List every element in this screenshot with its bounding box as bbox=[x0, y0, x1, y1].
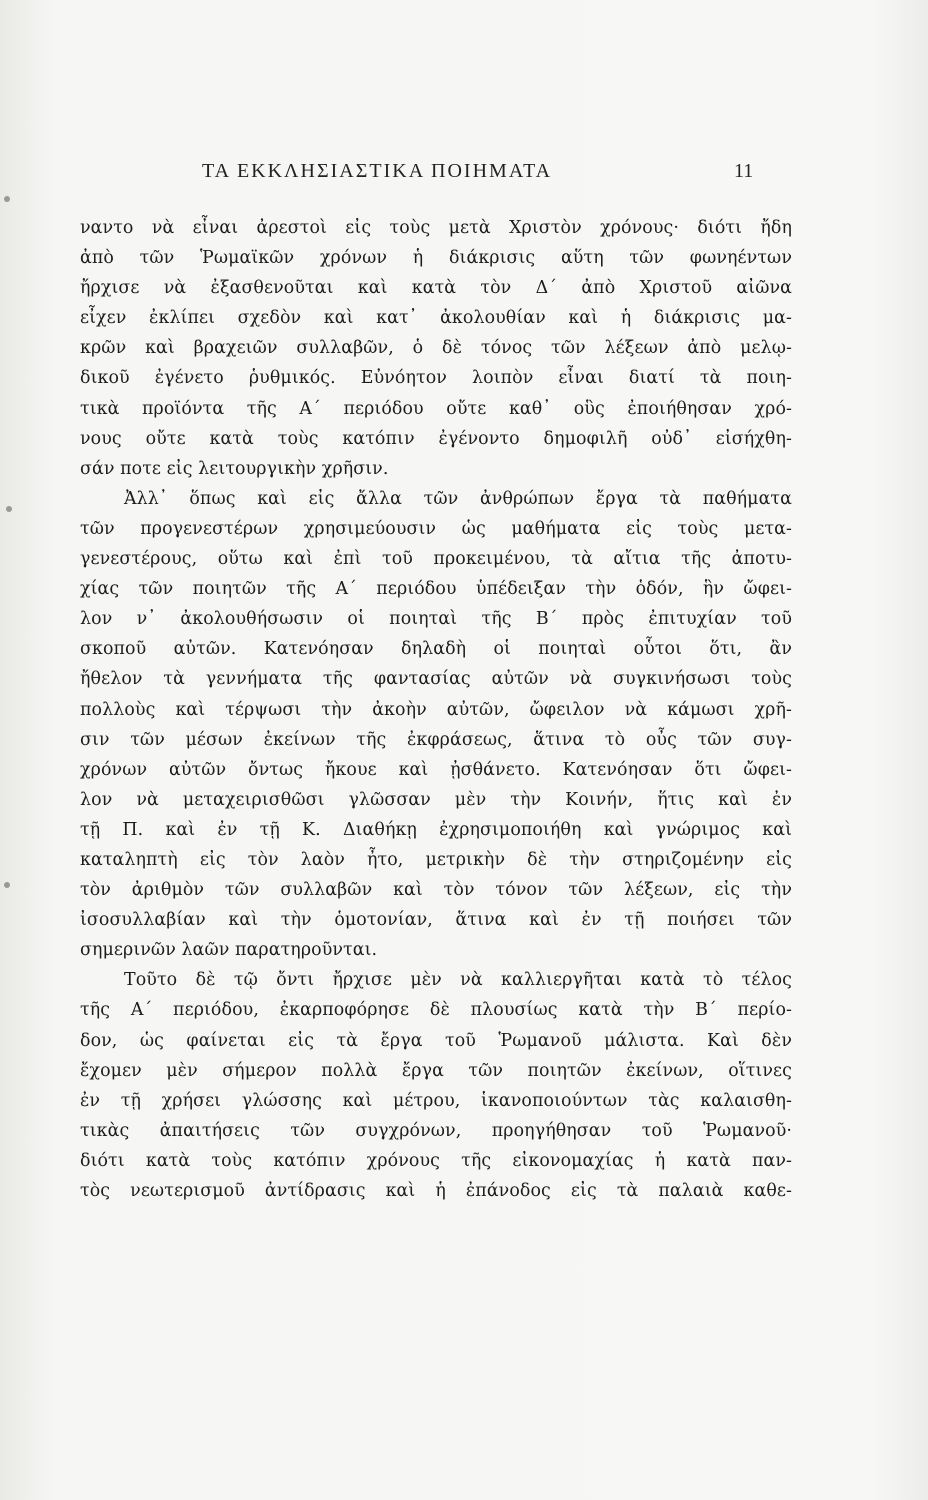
text-line: ναντο νὰ εἶναι ἀρεστοὶ εἰς τοὺς μετὰ Χριστὸν χρόνους· διότι ἤδη bbox=[80, 218, 792, 238]
text-line: ἀπὸ τῶν Ῥωμαϊκῶν χρόνων ἡ διάκρισις αὕτη τῶν φωνηέντων bbox=[80, 248, 792, 269]
text-line: πολλοὺς καὶ τέρψωσι τὴν ἀκοὴν αὐτῶν, ὤφειλον νὰ κάμωσι χρῆ- bbox=[80, 699, 792, 720]
paragraph-end-line: σάν ποτε εἰς λειτουργικὴν χρῆσιν. bbox=[80, 458, 389, 479]
text-line: τὸν ἀριθμὸν τῶν συλλαβῶν καὶ τὸν τόνον τῶν λέξεων, εἰς τὴν bbox=[80, 880, 792, 901]
page-header bbox=[80, 160, 780, 190]
text-line: δικοῦ ἐγένετο ῥυθμικός. Εὐνόητον λοιπὸν εἶναι διατί τὰ ποιη- bbox=[80, 368, 792, 389]
text-line: ἤθελον τὰ γεννήματα τῆς φαντασίας αὐτῶν νὰ συγκινήσωσι τοὺς bbox=[80, 669, 792, 690]
text-line: σιν τῶν μέσων ἐκείνων τῆς ἐκφράσεως, ἅτινα τὸ οὖς τῶν συγ- bbox=[80, 729, 792, 750]
page-number: 11 bbox=[734, 160, 754, 182]
paragraph-start-line: Τοῦτο δὲ τῷ ὄντι ἤρχισε μὲν νὰ καλλιεργῆται κατὰ τὸ τέλος bbox=[124, 970, 792, 991]
text-line: διότι κατὰ τοὺς κατόπιν χρόνους τῆς εἰκονομαχίας ἡ κατὰ παν- bbox=[80, 1150, 792, 1171]
text-line: τὸς νεωτερισμοῦ ἀντίδρασις καὶ ἡ ἐπάνοδος εἰς τὰ παλαιὰ καθε- bbox=[80, 1181, 792, 1201]
text-line: ἐν τῇ χρήσει γλώσσης καὶ μέτρου, ἱκανοποιούντων τὰς καλαισθη- bbox=[80, 1090, 792, 1111]
text-line: λον νὰ μεταχειρισθῶσι γλῶσσαν μὲν τὴν Κοινήν, ἥτις καὶ ἐν bbox=[80, 789, 792, 810]
text-line: κρῶν καὶ βραχειῶν συλλαβῶν, ὁ δὲ τόνος τῶν λέξεων ἀπὸ μελῳ- bbox=[80, 338, 792, 359]
text-line: γενεστέρους, οὕτω καὶ ἐπὶ τοῦ προκειμένου, τὰ αἴτια τῆς ἀποτυ- bbox=[80, 549, 792, 570]
text-line: τῆς Α΄ περιόδου, ἐκαρποφόρησε δὲ πλουσίως κατὰ τὴν Β΄ περίο- bbox=[80, 1000, 792, 1021]
text-line: τῇ Π. καὶ ἐν τῇ Κ. Διαθήκῃ ἐχρησιμοποιήθη καὶ γνώριμος καὶ bbox=[80, 819, 792, 840]
paragraph-end-line: σημερινῶν λαῶν παρατηροῦνται. bbox=[80, 940, 378, 961]
text-line: χρόνων αὐτῶν ὄντως ἤκουε καὶ ᾐσθάνετο. Κατενόησαν ὅτι ὤφει- bbox=[80, 759, 792, 780]
body-text bbox=[80, 213, 792, 1206]
margin-speck bbox=[6, 506, 12, 512]
text-line: εἶχεν ἐκλίπει σχεδὸν καὶ κατ᾽ ἀκολουθίαν καὶ ἡ διάκρισις μα- bbox=[80, 308, 792, 329]
paragraph-start-line: Ἀλλ᾽ ὅπως καὶ εἰς ἄλλα τῶν ἀνθρώπων ἔργα τὰ παθήματα bbox=[124, 488, 792, 509]
running-title: ΤΑ ΕΚΚΛΗΣΙΑΣΤΙΚΑ ΠΟΙΗΜΑΤΑ bbox=[202, 160, 553, 182]
text-line: καταληπτὴ εἰς τὸν λαὸν ἦτο, μετρικὴν δὲ τὴν στηριζομένην εἰς bbox=[80, 849, 792, 870]
text-line: νους οὔτε κατὰ τοὺς κατόπιν ἐγένοντο δημοφιλῆ οὐδ᾽ εἰσήχθη- bbox=[80, 428, 792, 449]
text-line: ἤρχισε νὰ ἐξασθενοῦται καὶ κατὰ τὸν Δ΄ ἀπὸ Χριστοῦ αἰῶνα bbox=[80, 278, 792, 299]
text-line: ἰσοσυλλαβίαν καὶ τὴν ὁμοτονίαν, ἅτινα καὶ ἐν τῇ ποιήσει τῶν bbox=[80, 910, 792, 931]
margin-speck bbox=[4, 196, 10, 202]
text-line: λον ν᾽ ἀκολουθήσωσιν οἱ ποιηταὶ τῆς Β΄ πρὸς ἐπιτυχίαν τοῦ bbox=[80, 609, 792, 630]
text-line: ἔχομεν μὲν σήμερον πολλὰ ἔργα τῶν ποιητῶν ἐκείνων, οἵτινες bbox=[80, 1060, 792, 1081]
text-line: τῶν προγενεστέρων χρησιμεύουσιν ὡς μαθήματα εἰς τοὺς μετα- bbox=[80, 518, 792, 539]
text-line: δον, ὡς φαίνεται εἰς τὰ ἔργα τοῦ Ῥωμανοῦ μάλιστα. Καὶ δὲν bbox=[80, 1030, 792, 1051]
text-line: χίας τῶν ποιητῶν τῆς Α΄ περιόδου ὑπέδειξαν τὴν ὁδόν, ἣν ὤφει- bbox=[80, 579, 792, 600]
text-line: τικὰς ἀπαιτήσεις τῶν συγχρόνων, προηγήθησαν τοῦ Ῥωμανοῦ· bbox=[80, 1120, 792, 1141]
text-line: τικὰ προϊόντα τῆς Α΄ περιόδου οὔτε καθ᾽ οὓς ἐποιήθησαν χρό- bbox=[80, 398, 792, 419]
text-line: σκοποῦ αὐτῶν. Κατενόησαν δηλαδὴ οἱ ποιηταὶ οὗτοι ὅτι, ἂν bbox=[80, 639, 792, 660]
margin-speck bbox=[4, 882, 10, 888]
